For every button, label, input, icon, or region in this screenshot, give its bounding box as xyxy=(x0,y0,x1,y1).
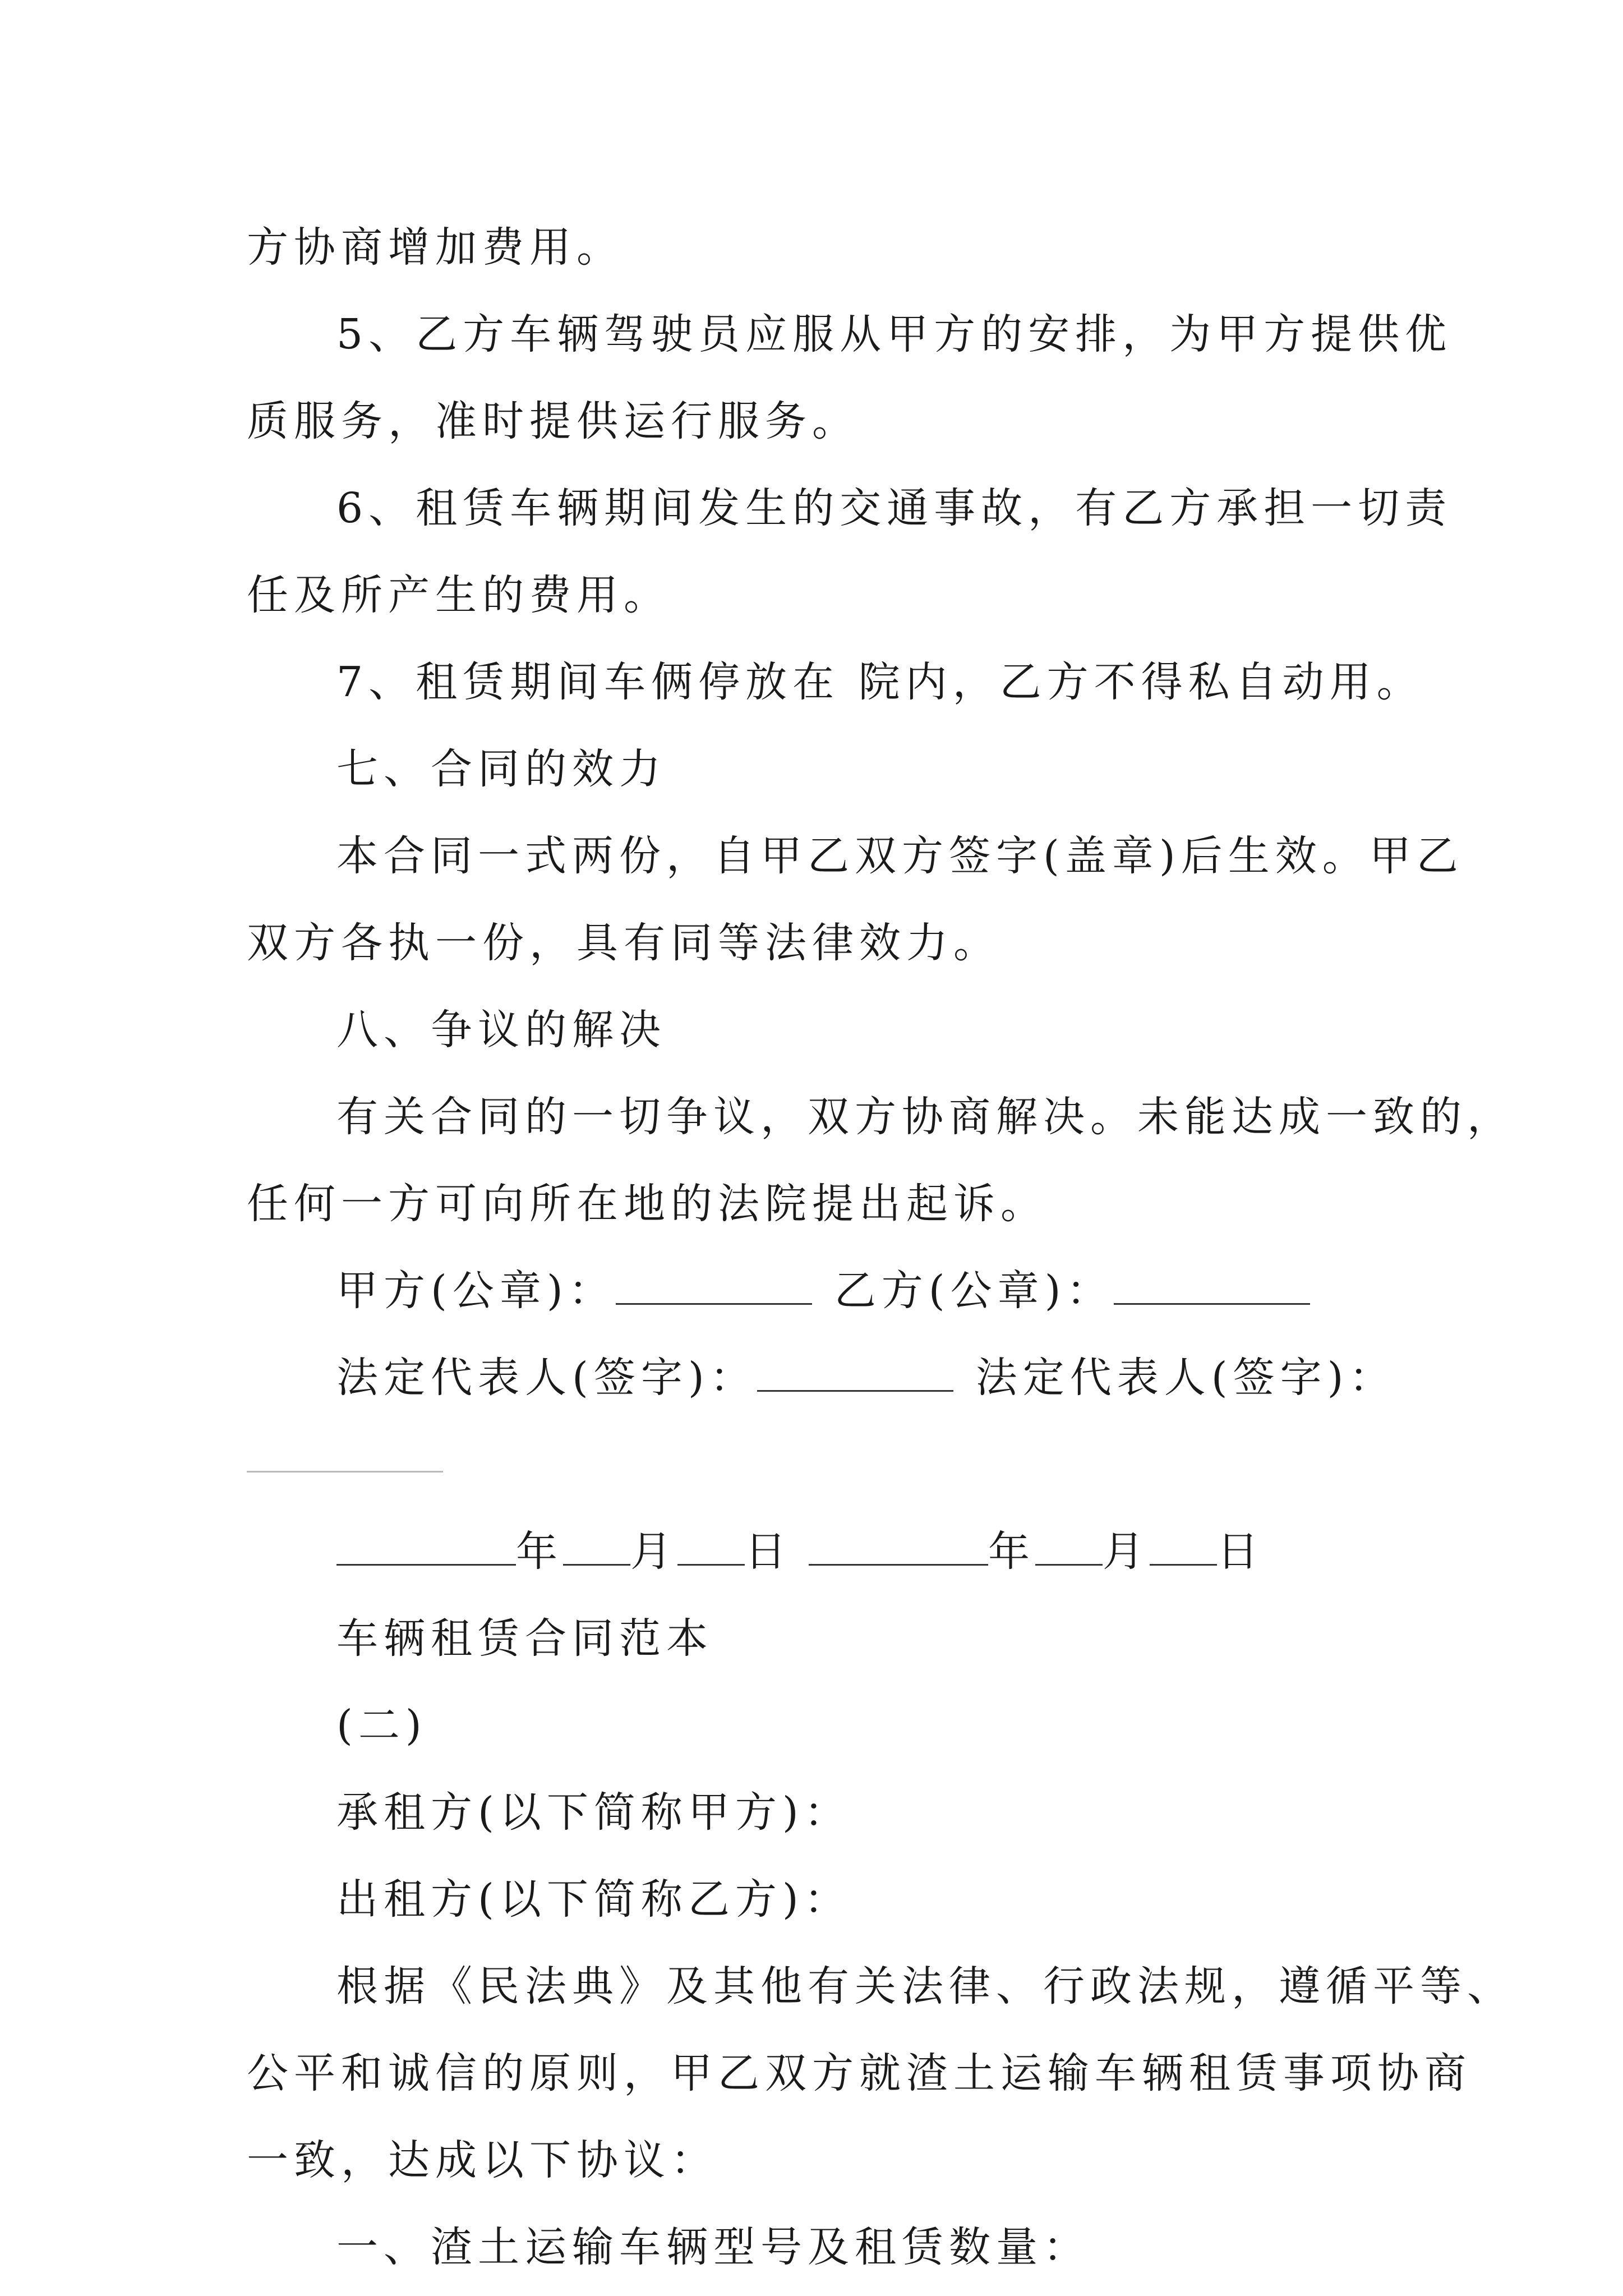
year-a-label: 年 xyxy=(516,1527,563,1576)
year-b-label: 年 xyxy=(988,1527,1035,1576)
preamble-line: 公平和诚信的原则，甲乙双方就渣土运输车辆租赁事项协商 xyxy=(247,2049,1472,2097)
month-a-blank xyxy=(563,1531,630,1566)
month-b-blank xyxy=(1035,1531,1103,1566)
section-heading-7: 七、合同的效力 xyxy=(336,745,666,793)
paragraph-line: 任何一方可向所在地的法院提出起诉。 xyxy=(247,1180,1048,1228)
month-b-label: 月 xyxy=(1103,1527,1150,1576)
party-b-seal-blank xyxy=(1114,1271,1310,1305)
year-a-blank xyxy=(336,1531,516,1566)
party-a-seal-label: 甲方(公章)： xyxy=(336,1267,616,1315)
rep-b-label: 法定代表人(签字)： xyxy=(975,1354,1396,1402)
preamble-line: 一致，达成以下协议： xyxy=(247,2136,718,2184)
year-b-blank xyxy=(809,1531,988,1566)
rep-a-blank xyxy=(757,1358,953,1392)
contract-title: 车辆租赁合同范本 xyxy=(336,1614,713,1663)
rep-b-blank xyxy=(247,1438,443,1473)
section-heading-1: 一、渣土运输车辆型号及租赁数量： xyxy=(336,2223,1090,2271)
validity-paragraph: 本合同一式两份，自甲乙双方签字(盖章)后生效。甲乙 xyxy=(336,832,1464,880)
month-a-label: 月 xyxy=(630,1527,677,1576)
paragraph-line: 任及所产生的费用。 xyxy=(247,571,671,619)
rep-b-blank-row xyxy=(247,1421,1391,1508)
lessee-line: 承租方(以下简称甲方)： xyxy=(336,1788,851,1837)
paragraph-line: 方协商增加费用。 xyxy=(247,223,624,272)
day-a-blank xyxy=(677,1531,745,1566)
preamble-line: 根据《民法典》及其他有关法律、行政法规，遵循平等、 xyxy=(336,1962,1514,2010)
paragraph-line: 双方各执一份，具有同等法律效力。 xyxy=(247,919,1000,967)
contract-number: (二) xyxy=(336,1701,427,1750)
rep-a-label: 法定代表人(签字)： xyxy=(336,1354,757,1402)
day-b-blank xyxy=(1150,1531,1217,1566)
section-heading-8: 八、争议的解决 xyxy=(336,1006,666,1054)
day-b-label: 日 xyxy=(1217,1527,1264,1576)
lessor-line: 出租方(以下简称乙方)： xyxy=(336,1875,851,1924)
seal-line xyxy=(247,1248,1391,1335)
dispute-paragraph: 有关合同的一切争议，双方协商解决。未能达成一致的， xyxy=(336,1093,1514,1141)
date-line xyxy=(247,1508,1391,1595)
party-a-seal-blank xyxy=(616,1271,812,1305)
party-b-seal-label: 乙方(公章)： xyxy=(834,1267,1114,1315)
clause-5-line: 5、乙方车辆驾驶员应服从甲方的安排，为甲方提供优 xyxy=(336,310,1453,358)
clause-7-line: 7、租赁期间车俩停放在 院内，乙方不得私自动用。 xyxy=(336,658,1424,706)
document-body xyxy=(247,204,1514,2291)
clause-6-line: 6、租赁车辆期间发生的交通事故，有乙方承担一切责 xyxy=(336,484,1453,532)
representative-line xyxy=(247,1335,1396,1421)
paragraph-line: 质服务，准时提供运行服务。 xyxy=(247,397,859,445)
day-a-label: 日 xyxy=(745,1527,792,1576)
